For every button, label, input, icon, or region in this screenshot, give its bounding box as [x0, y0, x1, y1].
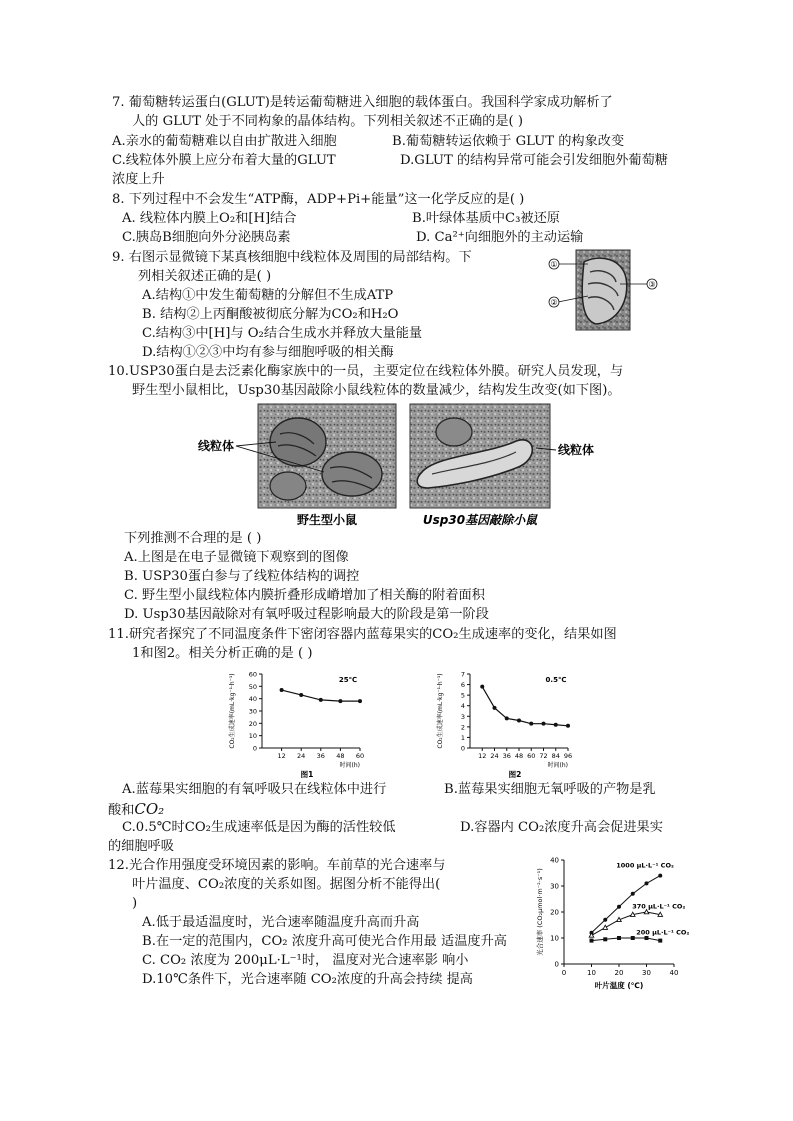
q10-stem-line1: 10.USP30蛋白是去泛素化酶家族中的一员，主要定位在线粒体外膜。研究人员发现，与 [108, 364, 624, 379]
data-point [658, 939, 662, 943]
y-tick-label: 20 [550, 908, 559, 917]
y-axis-label: 光合速率 (CO₂μmol·m⁻²·s⁻¹) [536, 868, 544, 956]
q7-stem-line2: 人的 GLUT 处于不同构象的晶体结构。下列相关叙述不正确的是( ) [132, 114, 524, 129]
data-point [480, 685, 484, 689]
q12-stem-line3: ) [132, 896, 138, 911]
x-tick-label: 36 [316, 752, 325, 760]
x-axis-label: 叶片温度 (℃) [594, 981, 644, 990]
y-tick-label: 0 [460, 744, 465, 753]
y-tick-label: 6 [460, 681, 465, 690]
q12-option-d: D.10℃条件下，光合速率随 CO₂浓度的升高会持续 提高 [142, 972, 473, 987]
y-tick-label: 30 [248, 707, 257, 716]
data-point [645, 881, 649, 885]
q9-label-1: ① [550, 260, 558, 269]
y-tick-label: 10 [248, 732, 257, 741]
data-point [630, 912, 635, 916]
data-point [299, 693, 303, 697]
data-point [319, 698, 323, 702]
y-tick-label: 4 [460, 702, 465, 711]
q12-option-c: C. CO₂ 浓度为 200μL·L⁻¹时， 温度对光合速率影 响小 [142, 953, 469, 968]
y-tick-label: 0 [252, 744, 257, 753]
q10-option-c: C. 野生型小鼠线粒体内膜折叠形成嵴增加了相关酶的附着面积 [124, 588, 485, 603]
q12-stem-line2: 叶片温度、CO₂浓度的关系如图。据图分析不能得出( [132, 877, 441, 892]
data-point [617, 917, 622, 921]
data-point [493, 706, 497, 710]
q11-stem-line1: 11.研究者探究了不同温度条件下密闭容器内蓝莓果实的CO₂生成速率的变化，结果如图 [108, 627, 617, 642]
q10-caption-left: 野生型小鼠 [296, 513, 358, 527]
q10-micrograph-figure [196, 402, 616, 530]
x-tick-label: 12 [478, 752, 487, 760]
q8-option-b: B.叶绿体基质中C₃被还原 [412, 211, 560, 226]
q11-option-d: D.容器内 CO₂浓度升高会促进果实 [460, 820, 663, 835]
q11-option-d-cont: 的细胞呼吸 [108, 839, 174, 854]
x-tick-label: 36 [502, 752, 511, 760]
y-tick-label: 3 [460, 712, 465, 721]
q11-chart-figure-2 [430, 664, 580, 778]
x-tick-label: 24 [490, 752, 499, 760]
q8-stem: 8. 下列过程中不会发生“ATP酶，ADP+Pi+能量”这一化学反应的是( ) [112, 192, 525, 207]
y-tick-label: 20 [248, 719, 257, 728]
y-tick-label: 1 [460, 733, 465, 742]
q9-label-3: ③ [648, 280, 656, 289]
series-line [592, 938, 661, 941]
q7-option-c: C.线粒体外膜上应分布着大量的GLUT [112, 153, 336, 168]
temperature-label: 25℃ [338, 676, 358, 684]
x-tick-label: 48 [336, 752, 345, 760]
x-tick-label: 0 [561, 969, 567, 977]
data-point [338, 699, 342, 703]
data-point [603, 918, 607, 922]
data-point [603, 925, 608, 929]
q11-option-b-co2: CO₂ [134, 800, 165, 818]
q11-stem-line2: 1和图2。相关分析正确的是 ( ) [132, 646, 313, 661]
y-tick-label: 40 [550, 856, 559, 865]
q9-stem-line1: 9. 右图示显微镜下某真核细胞中线粒体及周围的局部结构。下 [112, 250, 472, 265]
y-tick-label: 0 [554, 960, 559, 969]
data-point [631, 892, 635, 896]
y-tick-label: 5 [460, 691, 465, 700]
y-tick-label: 50 [248, 682, 257, 691]
y-tick-label: 30 [550, 882, 559, 891]
data-point [529, 722, 533, 726]
data-point [280, 688, 284, 692]
q9-label-2: ② [550, 298, 558, 307]
q12-option-a: A.低于最适温度时，光合速率随温度升高而升高 [142, 915, 420, 930]
q9-option-d: D.结构①②③中均有参与细胞呼吸的相关酶 [142, 345, 394, 360]
data-point [658, 912, 663, 916]
data-point [603, 937, 607, 941]
data-point [505, 716, 509, 720]
q11-option-c: C.0.5℃时CO₂生成速率低是因为酶的活性较低 [122, 820, 396, 835]
figure-caption: 图2 [508, 770, 522, 778]
q8-option-a: A. 线粒体内膜上O₂和[H]结合 [122, 211, 297, 226]
y-tick-label: 7 [460, 670, 465, 679]
data-point [590, 939, 594, 943]
q7-stem-line1: 7. 葡萄糖转运蛋白(GLUT)是转运葡萄糖进入细胞的载体蛋白。我国科学家成功解析了 [112, 95, 613, 110]
data-point [517, 719, 521, 723]
y-tick-label: 2 [460, 723, 465, 732]
q10-ask: 下列推测不合理的是 ( ) [124, 531, 262, 546]
q10-option-d: D. Usp30基因敲除对有氧呼吸过程影响最大的阶段是第一阶段 [124, 607, 489, 622]
y-tick-label: 10 [550, 934, 559, 943]
q10-stem-line2: 野生型小鼠相比，Usp30基因敲除小鼠线粒体的数量减少，结构发生改变(如下图)。 [132, 383, 621, 398]
figure-caption: 图1 [300, 770, 314, 778]
q7-option-d-cont: 浓度上升 [112, 172, 165, 187]
q7-option-b: B.葡萄糖转运依赖于 GLUT 的构象改变 [392, 134, 625, 149]
q11-option-b: B.蓝莓果实细胞无氧呼吸的产物是乳 [444, 782, 656, 797]
data-point [617, 936, 621, 940]
q11-option-b-cont [108, 800, 164, 820]
x-tick-label: 40 [669, 969, 679, 977]
x-tick-label: 96 [563, 752, 573, 760]
q7-option-d: D.GLUT 的结构异常可能会引发细胞外葡萄糖 [400, 153, 668, 168]
x-tick-label: 60 [355, 752, 365, 760]
q12-chart-figure [532, 850, 692, 992]
data-point [566, 724, 570, 728]
series-label: 200 μL·L⁻¹ CO₂ [636, 928, 690, 937]
x-axis-label: 时间(h) [547, 762, 568, 769]
y-tick-label: 60 [248, 670, 257, 679]
q11-option-b-cont-text: 酸和 [108, 803, 135, 818]
series-label: 370 μL·L⁻¹ CO₂ [632, 902, 686, 911]
q12-option-b: B.在一定的范围内，CO₂ 浓度升高可使光合作用最 适温度升高 [142, 934, 507, 949]
data-point [554, 723, 558, 727]
data-point [631, 936, 635, 940]
x-tick-label: 72 [539, 752, 548, 760]
x-tick-label: 60 [527, 752, 536, 760]
x-axis-label: 时间(h) [339, 762, 360, 769]
x-tick-label: 30 [642, 969, 651, 977]
q10-option-b: B. USP30蛋白参与了线粒体结构的调控 [124, 569, 360, 584]
y-axis-label: CO₂生成速率(mL·kg⁻¹·h⁻¹) [437, 673, 444, 749]
q10-caption-right: Usp30基因敲除小鼠 [422, 513, 538, 527]
q10-fig-label-right: 线粒体 [558, 443, 595, 457]
q7-option-a: A.亲水的葡萄糖难以自由扩散进入细胞 [112, 134, 337, 149]
q9-stem-line2: 列相关叙述正确的是( ) [138, 269, 272, 284]
x-tick-label: 10 [587, 969, 596, 977]
data-point [658, 874, 662, 878]
x-tick-label: 12 [277, 752, 286, 760]
q8-option-d: D. Ca²⁺向细胞外的主动运输 [416, 230, 584, 245]
data-point [617, 905, 621, 909]
x-tick-label: 20 [614, 969, 624, 977]
y-axis-label: CO₂生成速率(mL·kg⁻¹·h⁻¹) [229, 673, 236, 749]
q11-chart-figure-1 [222, 664, 372, 778]
x-tick-label: 48 [514, 752, 524, 760]
y-tick-label: 40 [248, 695, 257, 704]
x-tick-label: 24 [297, 752, 306, 760]
x-tick-label: 84 [551, 752, 560, 760]
series-label: 1000 μL·L⁻¹ CO₂ [616, 861, 674, 870]
q8-option-c: C.胰岛B细胞向外分泌胰岛素 [122, 230, 291, 245]
q9-mitochondrion-figure [544, 248, 666, 334]
q11-option-a: A.蓝莓果实细胞的有氧呼吸只在线粒体中进行 [122, 782, 387, 797]
q10-fig-label-left: 线粒体 [198, 439, 235, 453]
q9-option-b: B. 结构②上丙酮酸被彻底分解为CO₂和H₂O [142, 307, 399, 322]
q10-option-a: A.上图是在电子显微镜下观察到的图像 [124, 550, 349, 565]
temperature-label: 0.5℃ [545, 676, 567, 684]
q12-stem-line1: 12.光合作用强度受环境因素的影响。车前草的光合速率与 [108, 858, 446, 873]
data-point [358, 699, 362, 703]
data-point [542, 722, 546, 726]
q9-option-c: C.结构③中[H]与 O₂结合生成水并释放大量能量 [142, 326, 423, 341]
q9-option-a: A.结构①中发生葡萄糖的分解但不生成ATP [142, 288, 394, 303]
